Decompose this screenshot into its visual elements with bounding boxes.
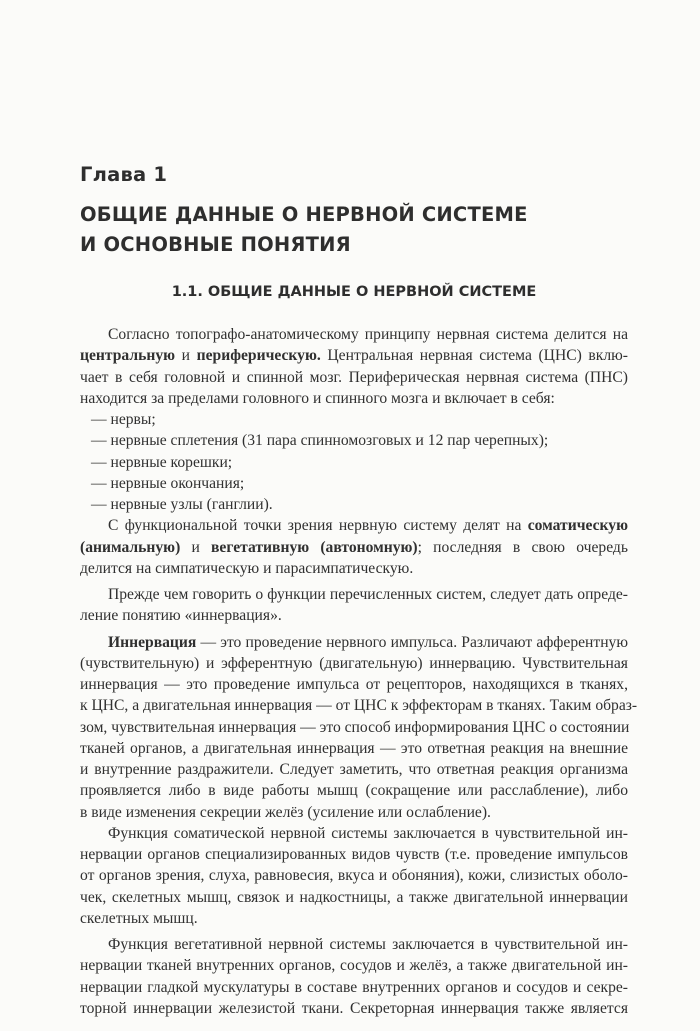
chapter-title-line: И ОСНОВНЫЕ ПОНЯТИЯ — [80, 233, 351, 256]
text-line — [80, 345, 628, 366]
text-line: нервации гладкой мускулатуры в составе внутренних органов и сосудов и секре- — [80, 978, 628, 996]
text-line: и внутренние раздражители. Следует заметить, что ответная реакция организма — [80, 761, 628, 778]
list-item: — нервные сплетения (31 пара спинномозговых и 12 пар черепных); — [91, 432, 549, 450]
text-line: Прежде чем говорить о функции перечисленных систем, следует дать опреде- — [108, 586, 628, 603]
list-item: — нервные корешки; — [91, 453, 233, 471]
text-line — [80, 515, 628, 536]
text-line — [80, 537, 628, 558]
text-line: иннервация — это проведение импульса от рецепторов, находящихся в тканях, — [80, 676, 628, 693]
bold-term: вегетативную (автономную) — [211, 538, 418, 556]
chapter-label: Глава 1 — [80, 163, 168, 186]
text-run: — это проведение нервного импульса. Различают афферентную — [196, 633, 628, 651]
bold-term: соматическую — [527, 517, 628, 535]
bold-term: Иннервация — [108, 633, 197, 651]
text-run: Центральная нервная система (ЦНС) вклю- — [320, 347, 628, 365]
text-line: находится за пределами головного и спинного мозга и включает в себя: — [80, 389, 555, 407]
text-line: нервации тканей внутренних органов, сосудов и желёз, а также двигательной ин- — [80, 957, 628, 975]
book-page — [80, 0, 638, 1031]
bold-term: (анимальную) — [80, 538, 181, 556]
text-line: в виде изменения секреции желёз (усиление или ослабление). — [80, 803, 491, 821]
text-line: к ЦНС, а двигательная иннервация — от ЦНС к эффекторам в тканях. Таким образ- — [80, 697, 638, 715]
list-item: — нервы; — [91, 411, 156, 428]
text-line: Функция вегетативной нервной системы заключается в чувствительной ин- — [108, 936, 628, 953]
text-line: нервации органов специализированных видов чувств (т.е. проведение импульсов — [80, 846, 628, 863]
list-item: — нервные окончания; — [91, 474, 245, 492]
text-line: ление понятию «иннервация». — [80, 607, 282, 625]
text-line: тканей органов, а двигательная иннервация — это ответная реакция на внешние — [80, 739, 628, 757]
text-line: скелетных мышц. — [80, 909, 198, 927]
text-line: чает в себя головной и спинной мозг. Периферическая нервная система (ПНС) — [80, 368, 628, 386]
text-line: торной иннервации железистой ткани. Секреторная иннервация также является — [80, 999, 628, 1017]
text-line: проявляется либо в виде работы мышц (сокращение или расслабление), либо — [80, 782, 628, 800]
body-text — [80, 324, 638, 1019]
section-title: 1.1. ОБЩИЕ ДАННЫЕ О НЕРВНОЙ СИСТЕМЕ — [171, 284, 537, 300]
text-line: зом, чувствительная иннервация — это способ информирования ЦНС о состоянии — [80, 718, 630, 736]
text-run: и — [180, 538, 212, 556]
text-line: Функция соматической нервной системы заключается в чувствительной ин- — [108, 824, 628, 842]
text-line: делится на симпатическую и парасимпатическую. — [80, 559, 414, 577]
text-line — [80, 632, 628, 653]
chapter-title — [80, 200, 628, 260]
chapter-title-line: ОБЩИЕ ДАННЫЕ О НЕРВНОЙ СИСТЕМЕ — [80, 203, 528, 226]
list-item: — нервные узлы (ганглии). — [91, 496, 273, 513]
text-run: С функциональной точки зрения нервную систему делят на — [108, 517, 528, 535]
text-line: от органов зрения, слуха, равновесия, вкуса и обоняния), кожи, слизистых оболо- — [80, 867, 628, 885]
bold-term: центральную — [80, 347, 176, 365]
text-line: Согласно топографо-анатомическому принципу нервная система делится на — [108, 326, 628, 343]
text-line: (чувствительную) и эфферентную (двигательную) иннервацию. Чувствительная — [80, 654, 628, 672]
text-line: чек, скелетных мышц, связок и надкостницы, а также двигательной иннервации — [80, 888, 628, 906]
bold-term: периферическую. — [196, 347, 321, 365]
text-run: и — [175, 347, 197, 365]
text-run: ; последняя в свою очередь — [417, 538, 628, 556]
